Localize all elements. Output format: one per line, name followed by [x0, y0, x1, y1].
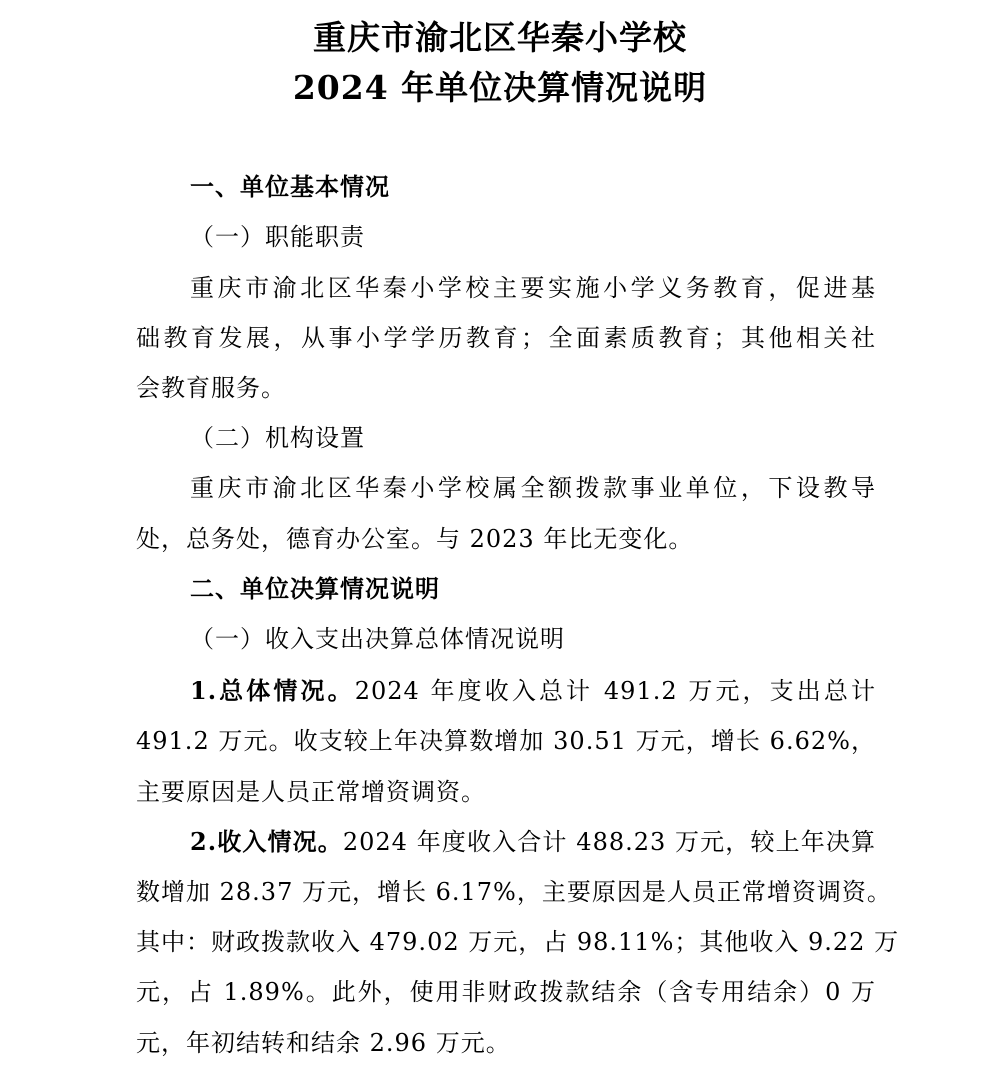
- structure-paragraph-line-2: 处，总务处，德育办公室。与 2023 年比无变化。: [136, 525, 694, 553]
- overall-paragraph-line-1: [190, 676, 876, 706]
- income-paragraph-line-2: 数增加 28.37 万元，增长 6.17%，主要原因是人员正常增资调资。: [136, 878, 892, 906]
- subsection-duties-heading: （一）职能职责: [190, 223, 365, 251]
- document-title-line-2: 2024 年单位决算情况说明: [292, 68, 708, 107]
- overall-paragraph-line-2: 491.2 万元。收支较上年决算数增加 30.51 万元，增长 6.62%，: [136, 727, 876, 755]
- income-line-1-text: 2024 年度收入合计 488.23 万元，较上年决算: [342, 828, 876, 856]
- document-title-line-1: 重庆市渝北区华秦小学校: [313, 18, 687, 57]
- structure-paragraph-line-1: 重庆市渝北区华秦小学校属全额拨款事业单位，下设教导: [190, 474, 876, 502]
- income-label: 2.收入情况。: [190, 827, 343, 856]
- subsection-structure-heading: （二）机构设置: [190, 424, 365, 452]
- section-1-heading: 一、单位基本情况: [190, 172, 390, 201]
- income-paragraph-line-1: [190, 827, 876, 857]
- income-paragraph-line-3: 其中：财政拨款收入 479.02 万元，占 98.11%；其他收入 9.22 万: [136, 928, 900, 956]
- duties-paragraph-line-1: 重庆市渝北区华秦小学校主要实施小学义务教育，促进基: [190, 274, 876, 302]
- overall-line-1-text: 2024 年度收入总计 491.2 万元，支出总计: [354, 677, 876, 705]
- income-paragraph-line-5: 元，年初结转和结余 2.96 万元。: [136, 1029, 511, 1057]
- overall-paragraph-line-3: 主要原因是人员正常增资调资。: [136, 778, 486, 806]
- overall-label: 1.总体情况。: [190, 676, 355, 705]
- subsection-overview-heading: （一）收入支出决算总体情况说明: [190, 625, 565, 653]
- duties-paragraph-line-3: 会教育服务。: [136, 374, 286, 402]
- duties-paragraph-line-2: 础教育发展，从事小学学历教育；全面素质教育；其他相关社: [136, 324, 876, 352]
- income-paragraph-line-4: 元，占 1.89%。此外，使用非财政拨款结余（含专用结余）0 万: [136, 978, 876, 1006]
- section-2-heading: 二、单位决算情况说明: [190, 574, 440, 603]
